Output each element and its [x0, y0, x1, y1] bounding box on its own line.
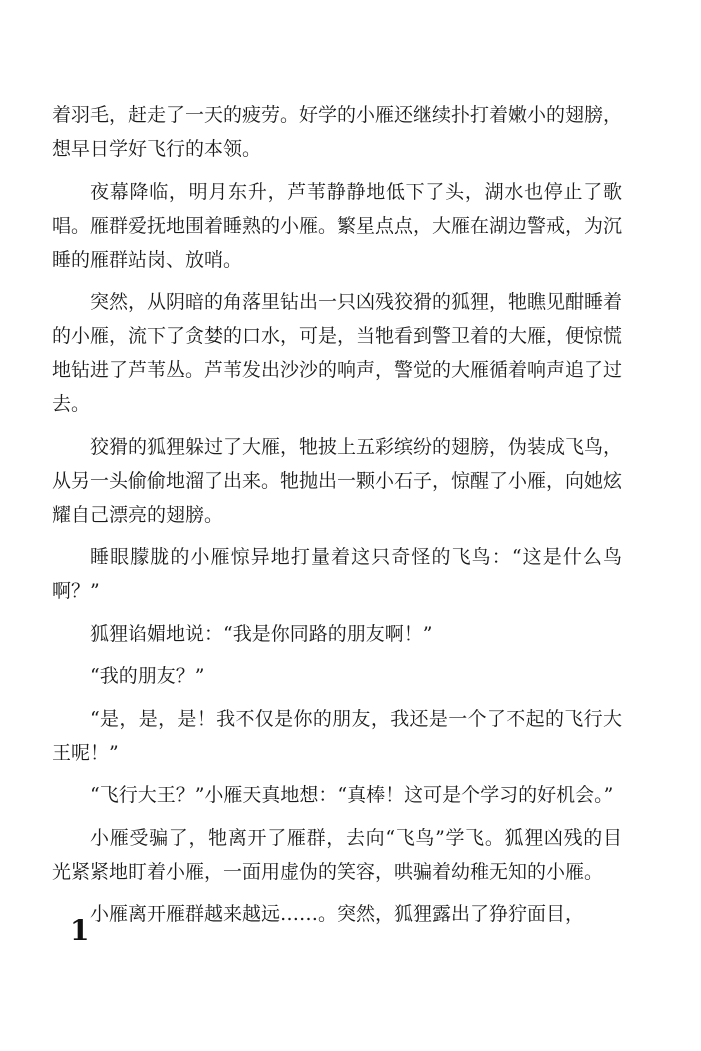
paragraph-5: 睡眼朦胧的小雁惊异地打量着这只奇怪的飞鸟：“这是什么鸟啊？” — [52, 546, 622, 602]
story-text — [52, 98, 622, 940]
paragraph-10: 小雁受骗了，牠离开了雁群，去向“飞鸟”学飞。狐狸凶残的目光紧紧地盯着小雁，一面用虚伪的笑容，哄骗着幼稚无知的小雁。 — [52, 826, 622, 883]
paragraph-4: 狡猾的狐狸躲过了大雁，牠披上五彩缤纷的翅膀，伪装成飞鸟，从另一头偷偷地溜了出来。牠抛出一颗小石子，惊醒了小雁，向她炫耀自己漂亮的翅膀。 — [52, 435, 623, 526]
paragraph-2: 夜幕降临，明月东升，芦苇静静地低下了头，湖水也停止了歌唱。雁群爱抚地围着睡熟的小雁。繁星点点，大雁在湖边警戒，为沉睡的雁群站岗、放哨。 — [52, 180, 623, 271]
paragraph-11: 小雁离开雁群越来越远……。突然，狐狸露出了狰狞面目， — [90, 903, 585, 925]
paragraph-9: “飞行大王？”小雁天真地想：“真棒！这可是个学习的好机会。” — [90, 784, 614, 806]
paragraph-3: 突然，从阴暗的角落里钻出一只凶残狡猾的狐狸，牠瞧见酣睡着的小雁，流下了贪婪的口水，可是，当牠看到警卫着的大雁，便惊慌地钻进了芦苇丛。芦苇发出沙沙的响声，警觉的大雁循着响声追了过去。 — [52, 291, 623, 415]
paragraph-7: “我的朋友？” — [90, 665, 205, 687]
page-number: 1 — [70, 914, 90, 947]
paragraph-8: “是，是，是！我不仅是你的朋友，我还是一个了不起的飞行大王呢！” — [52, 707, 622, 764]
paragraph-1: 着羽毛，赶走了一天的疲劳。好学的小雁还继续扑打着嫩小的翅膀，想早日学好飞行的本领。 — [52, 104, 623, 160]
paragraph-6: 狐狸谄媚地说：“我是你同路的朋友啊！” — [90, 622, 433, 645]
